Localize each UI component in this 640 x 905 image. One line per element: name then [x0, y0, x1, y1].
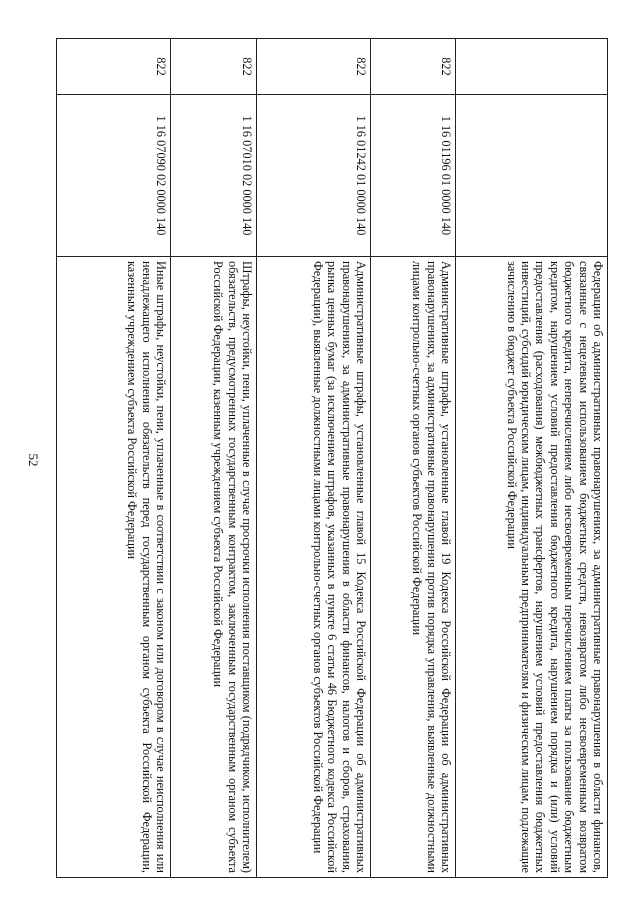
revenue-description-cell: Иные штрафы, неустойки, пени, уплаченные в соответствии с законом или договором в случае неисполнения или ненадлежащего исполнения обязательств перед государственным органом субъекта Российской Федерации, казенным учреждением субъекта Российской Федерации [57, 257, 171, 878]
budget-classification-code-cell: 1 16 07010 02 0000 140 [171, 95, 257, 257]
budget-classification-code-cell: 1 16 01242 01 0000 140 [257, 95, 371, 257]
revenue-codes-table-area [56, 38, 608, 878]
revenue-description-cell: Административные штрафы, установленные главой 15 Кодекса Российской Федерации об административных правонарушениях, за административные правонарушения в области финансов, налогов и сборов, страхования, рынка ценных бумаг (за исключением штрафов, указанных в пункте 6 статьи 46 Бюджетного кодекса Российской Федерации), выявленные должностными лицами контрольно-счетных органов субъектов Российской Федерации [257, 257, 371, 878]
budget-classification-code-cell [456, 95, 608, 257]
table-row [57, 39, 171, 878]
budget-classification-code-cell: 1 16 07090 02 0000 140 [57, 95, 171, 257]
table-row [257, 39, 371, 878]
admin-code-cell: 822 [371, 39, 456, 95]
admin-code-cell [456, 39, 608, 95]
table-row [456, 39, 608, 878]
budget-classification-code-cell: 1 16 01196 01 0000 140 [371, 95, 456, 257]
page-number: 52 [26, 453, 41, 467]
table-row [371, 39, 456, 878]
revenue-description-cell: Федерации об административных правонарушениях, за административные правонарушения в области финансов, связанные с нецелевым использованием бюджетных средств, невозвратом либо несвоевременным возвратом бюджетного кредита, неперечислением либо несвоевременным перечислением платы за пользование бюджетным кредитом, нарушением условий предоставления бюджетного кредита, нарушением порядка и (или) условий предоставления (расходования) межбюджетных трансфертов, нарушением условий предоставления бюджетных инвестиций, субсидий юридическим лицам, индивидуальным предпринимателям и физическим лицам, подлежащие зачислению в бюджет субъекта Российской Федерации [456, 257, 608, 878]
revenue-codes-table [56, 38, 608, 878]
admin-code-cell: 822 [171, 39, 257, 95]
revenue-description-cell: Административные штрафы, установленные главой 19 Кодекса Российской Федерации об административных правонарушениях, за административные правонарушения против порядка управления, выявленные должностными лицами контрольно-счетных органов субъектов Российской Федерации [371, 257, 456, 878]
rotated-page-content [56, 38, 608, 878]
admin-code-cell: 822 [257, 39, 371, 95]
revenue-description-cell: Штрафы, неустойки, пени, уплаченные в случае просрочки исполнения поставщиком (подрядчиком, исполнителем) обязательств, предусмотренных государственным контрактом, заключенным государственным органом субъекта Российской Федерации, казенным учреждением субъекта Российской Федерации [171, 257, 257, 878]
table-row [171, 39, 257, 878]
admin-code-cell: 822 [57, 39, 171, 95]
